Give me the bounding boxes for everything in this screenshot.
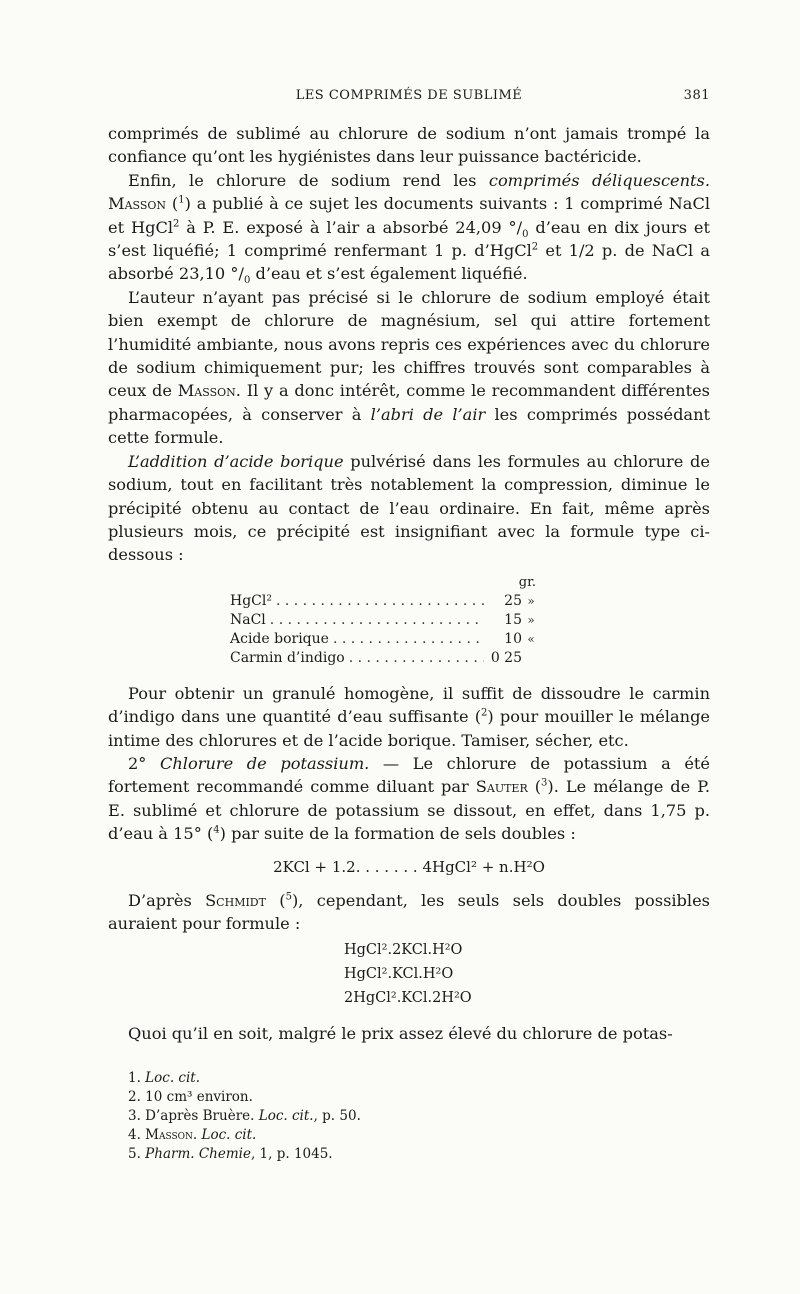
footnote-text: D’après Bruère. <box>145 1108 259 1125</box>
formula-item: 2HgCl².KCl.2H²O <box>344 989 472 1006</box>
paragraph-1: comprimés de sublimé au chlorure de sodium n’ont jamais trompé la confiance qu’ont les hygiénistes dans leur puissance bactéricide. <box>108 124 710 167</box>
footnote-number: 1. <box>128 1070 146 1087</box>
recipe-row <box>230 649 540 668</box>
footnote-text: . <box>192 1127 202 1144</box>
recipe-table <box>230 573 540 668</box>
ingredient-quantity: 25 <box>504 592 522 609</box>
leader-dots <box>270 611 484 630</box>
footnote-ref: 1 <box>178 194 185 206</box>
footnote-number: 3. <box>128 1108 146 1125</box>
ingredient-name: Carmin d’indigo <box>230 649 345 666</box>
formula-item: HgCl².2KCl.H²O <box>344 941 463 958</box>
footnote-author: Masson <box>145 1127 193 1144</box>
recipe-row <box>230 611 540 630</box>
leader-dots <box>349 649 484 668</box>
footnotes <box>108 1069 710 1164</box>
formula-item: HgCl².KCl.H²O <box>344 965 454 982</box>
footnote-tail: , p. 50. <box>313 1108 361 1125</box>
footnote-tail: , 1, p. 1045. <box>250 1146 333 1163</box>
ingredient-name: HgCl² <box>230 592 272 609</box>
formula-list <box>344 938 710 1010</box>
footnote-ref: 3 <box>541 777 548 789</box>
footnote-number: 2. <box>128 1089 146 1106</box>
author-name: Masson <box>177 381 236 401</box>
footnote-text: 10 cm³ environ. <box>145 1089 253 1106</box>
footnote <box>128 1069 710 1088</box>
ingredient-quantity: 0 25 <box>490 649 522 666</box>
page-header <box>108 88 710 114</box>
ditto-mark: « <box>527 631 535 646</box>
author-name: Schmidt <box>205 890 266 910</box>
footnote-italic: Loc. cit. <box>201 1127 257 1144</box>
footnote <box>128 1088 710 1107</box>
paragraph-5: Pour obtenir un granulé homogène, il suffit de dissoudre le carmin d’indigo dans une quantité d’eau suffisante ($^2$) pour mouiller le mélange intime des chlorures et de l’acide borique. Tamiser, sécher, etc. <box>108 683 711 750</box>
paragraph-3: L’auteur n’ayant pas précisé si le chlorure de sodium employé était bien exempt de chlorure de magnésium, sel qui attire fortement l’humidité ambiante, nous avons repris ces expériences avec du chlorure de sodium chimiquement pur; les chiffres trouvés sont comparables à ceux de Masson. Il y a donc intérêt, comme le recommandent différentes pharmacopées, à conserver à l’abri de l’air les comprimés possédant cette formule. <box>108 287 711 448</box>
footnote-ref: 4 <box>213 824 220 836</box>
leader-dots <box>333 630 484 649</box>
footnote-italic: Pharm. Chemie <box>145 1146 251 1163</box>
paragraph-6: 2° Chlorure de potassium. — Le chlorure de potassium a été fortement recommandé comme diluant par Sauter ($^3$). Le mélange de P. E. sublimé et chlorure de potassium se dissout, en effet, dans 1,75 p. d’eau à 15° ($^4$) par suite de la formation de sels doubles : <box>108 753 710 844</box>
book-page <box>108 88 710 1164</box>
recipe-row <box>230 592 540 611</box>
paragraph-4: L’addition d’acide borique pulvérisé dans les formules au chlorure de sodium, tout en facilitant très notablement la compression, diminue le précipité obtenu au contact de l’eau ordinaire. En fait, même après plusieurs mois, ce précipité est insignifiant avec la formule type ci-dessous : <box>108 451 710 565</box>
ingredient-quantity: 15 <box>504 611 522 628</box>
footnote-ref: 5 <box>285 891 292 903</box>
footnote-number: 5. <box>128 1146 146 1163</box>
ingredient-name: NaCl <box>230 611 266 628</box>
ditto-mark: » <box>527 612 535 627</box>
footnote-number: 4. <box>128 1127 146 1144</box>
footnote <box>128 1107 710 1126</box>
recipe-row <box>230 630 540 649</box>
chemical-equation: 2KCl + 1.2. . . . . . . 4HgCl² + n.H²O <box>273 857 545 876</box>
footnote-ref: 2 <box>481 707 488 719</box>
paragraph-7: D’après Schmidt ($^5$), cependant, les seuls sels doubles possibles auraient pour formule : <box>108 890 710 934</box>
running-title: LES COMPRIMÉS DE SUBLIMÉ <box>295 88 523 103</box>
author-name: Sauter <box>475 777 528 797</box>
ingredient-name: Acide borique <box>230 630 329 647</box>
page-body <box>108 122 710 1045</box>
footnote-italic: Loc. cit. <box>258 1108 314 1125</box>
ingredient-quantity: 10 <box>504 630 522 647</box>
recipe-unit: gr. <box>518 574 536 590</box>
footnote-italic: Loc. cit. <box>145 1070 201 1087</box>
leader-dots <box>276 592 484 611</box>
footnote <box>128 1126 710 1145</box>
page-number: 381 <box>683 88 710 103</box>
footnote <box>128 1145 710 1164</box>
paragraph-8: Quoi qu’il en soit, malgré le prix assez élevé du chlorure de potas- <box>128 1023 673 1043</box>
author-name: Masson <box>108 194 167 214</box>
ditto-mark: » <box>527 593 535 608</box>
paragraph-2: Enfin, le chlorure de sodium rend les comprimés déliquescents. Masson ($^1$) a publié à ce sujet les documents suivants : 1 comprimé NaCl et HgCl$^2$ à P. E. exposé à l’air a absorbé 24,09 $^\circ/_0$ d’eau en dix jours et s’est liquéfié; 1 comprimé renfermant 1 p. d’HgCl$^2$ et 1/2 p. de NaCl a absorbé 23,10 $^\circ/_0$ d’eau et s’est également liquéfié. <box>108 170 711 287</box>
